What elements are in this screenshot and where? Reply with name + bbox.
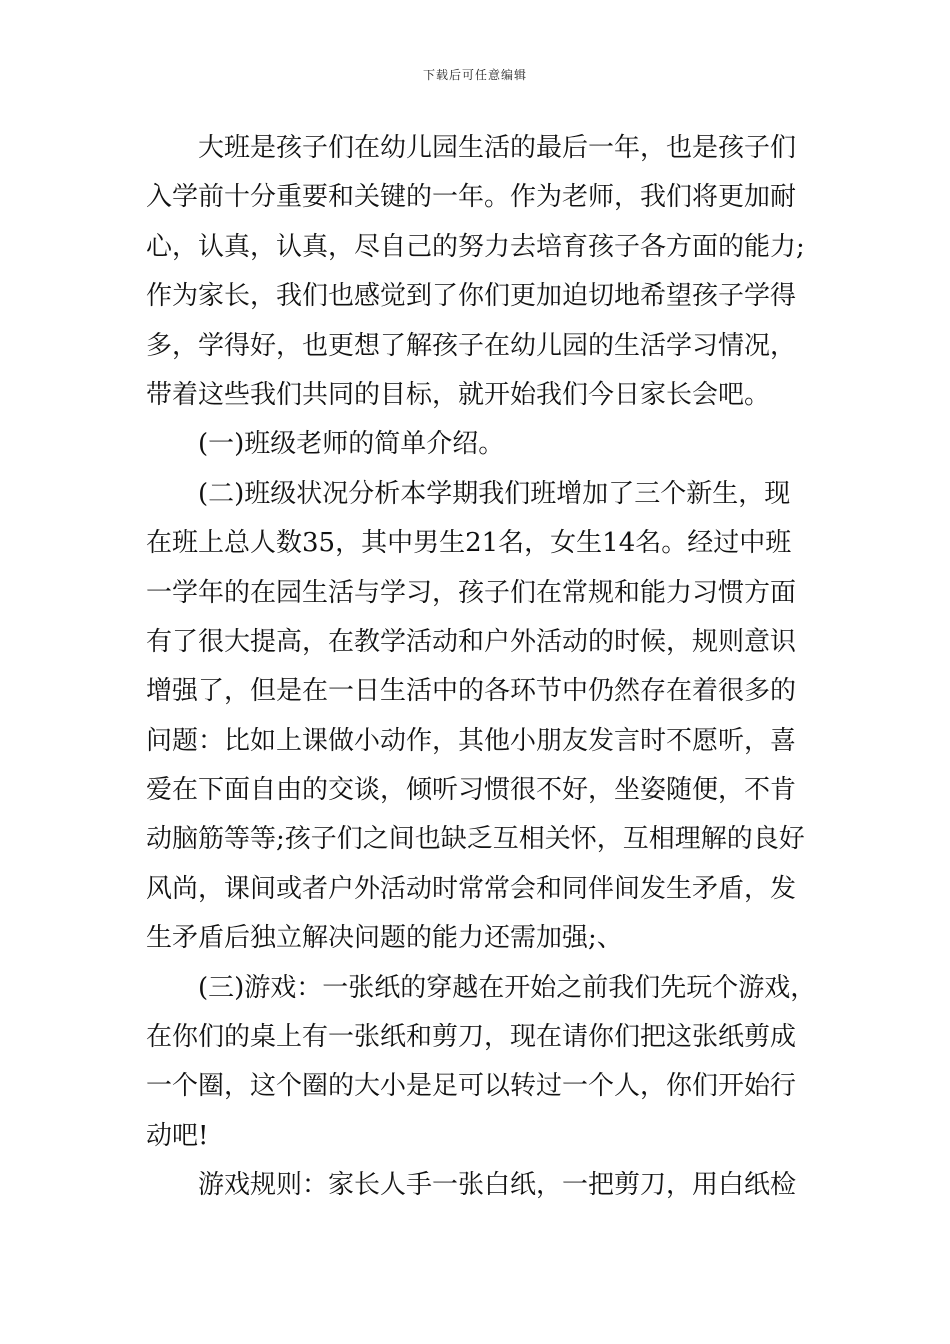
text-line: 作为家长，我们也感觉到了你们更加迫切地希望孩子学得 (146, 281, 797, 312)
text-line: 游戏规则：家长人手一张白纸，一把剪刀，用白纸检 (146, 1170, 797, 1201)
text-line: 爱在下面自由的交谈，倾听习惯很不好，坐姿随便，不肯 (146, 775, 797, 806)
text-line: 问题：比如上课做小动作，其他小朋友发言时不愿听，喜 (146, 725, 797, 756)
text-line: 风尚，课间或者户外活动时常常会和同伴间发生矛盾，发 (146, 873, 797, 904)
text-line: 一个圈，这个圈的大小是足可以转过一个人，你们开始行 (146, 1071, 797, 1102)
text-line: (一)班级老师的简单介绍。 (146, 429, 505, 460)
header-note: 下载后可任意编辑 (422, 68, 527, 82)
text-line: 生矛盾后独立解决问题的能力还需加强;、 (146, 923, 623, 954)
text-line: 大班是孩子们在幼儿园生活的最后一年，也是孩子们 (146, 133, 797, 163)
document-body (146, 124, 836, 1211)
text-line: 入学前十分重要和关键的一年。作为老师，我们将更加耐 (146, 182, 797, 213)
text-line: 带着这些我们共同的目标，就开始我们今日家长会吧。 (146, 379, 771, 410)
text-line: 动吧! (146, 1120, 209, 1151)
text-line: (三)游戏：一张纸的穿越在开始之前我们先玩个游戏， (146, 972, 817, 1003)
text-line: 增强了，但是在一日生活中的各环节中仍然存在着很多的 (146, 676, 797, 707)
text-line: 一学年的在园生活与学习，孩子们在常规和能力习惯方面 (146, 577, 797, 608)
text-line: (二)班级状况分析本学期我们班增加了三个新生，现 (146, 478, 791, 509)
text-line: 在班上总人数35，其中男生21名，女生14名。经过中班 (146, 528, 792, 559)
text-line: 动脑筋等等;孩子们之间也缺乏互相关怀，互相理解的良好 (146, 824, 805, 855)
text-line: 在你们的桌上有一张纸和剪刀，现在请你们把这张纸剪成 (146, 1022, 797, 1053)
text-line: 心，认真，认真，尽自己的努力去培育孩子各方面的能力; (146, 231, 805, 262)
text-line: 有了很大提高，在教学活动和户外活动的时候，规则意识 (146, 626, 797, 657)
text-line: 多，学得好，也更想了解孩子在幼儿园的生活学习情况， (146, 330, 797, 361)
